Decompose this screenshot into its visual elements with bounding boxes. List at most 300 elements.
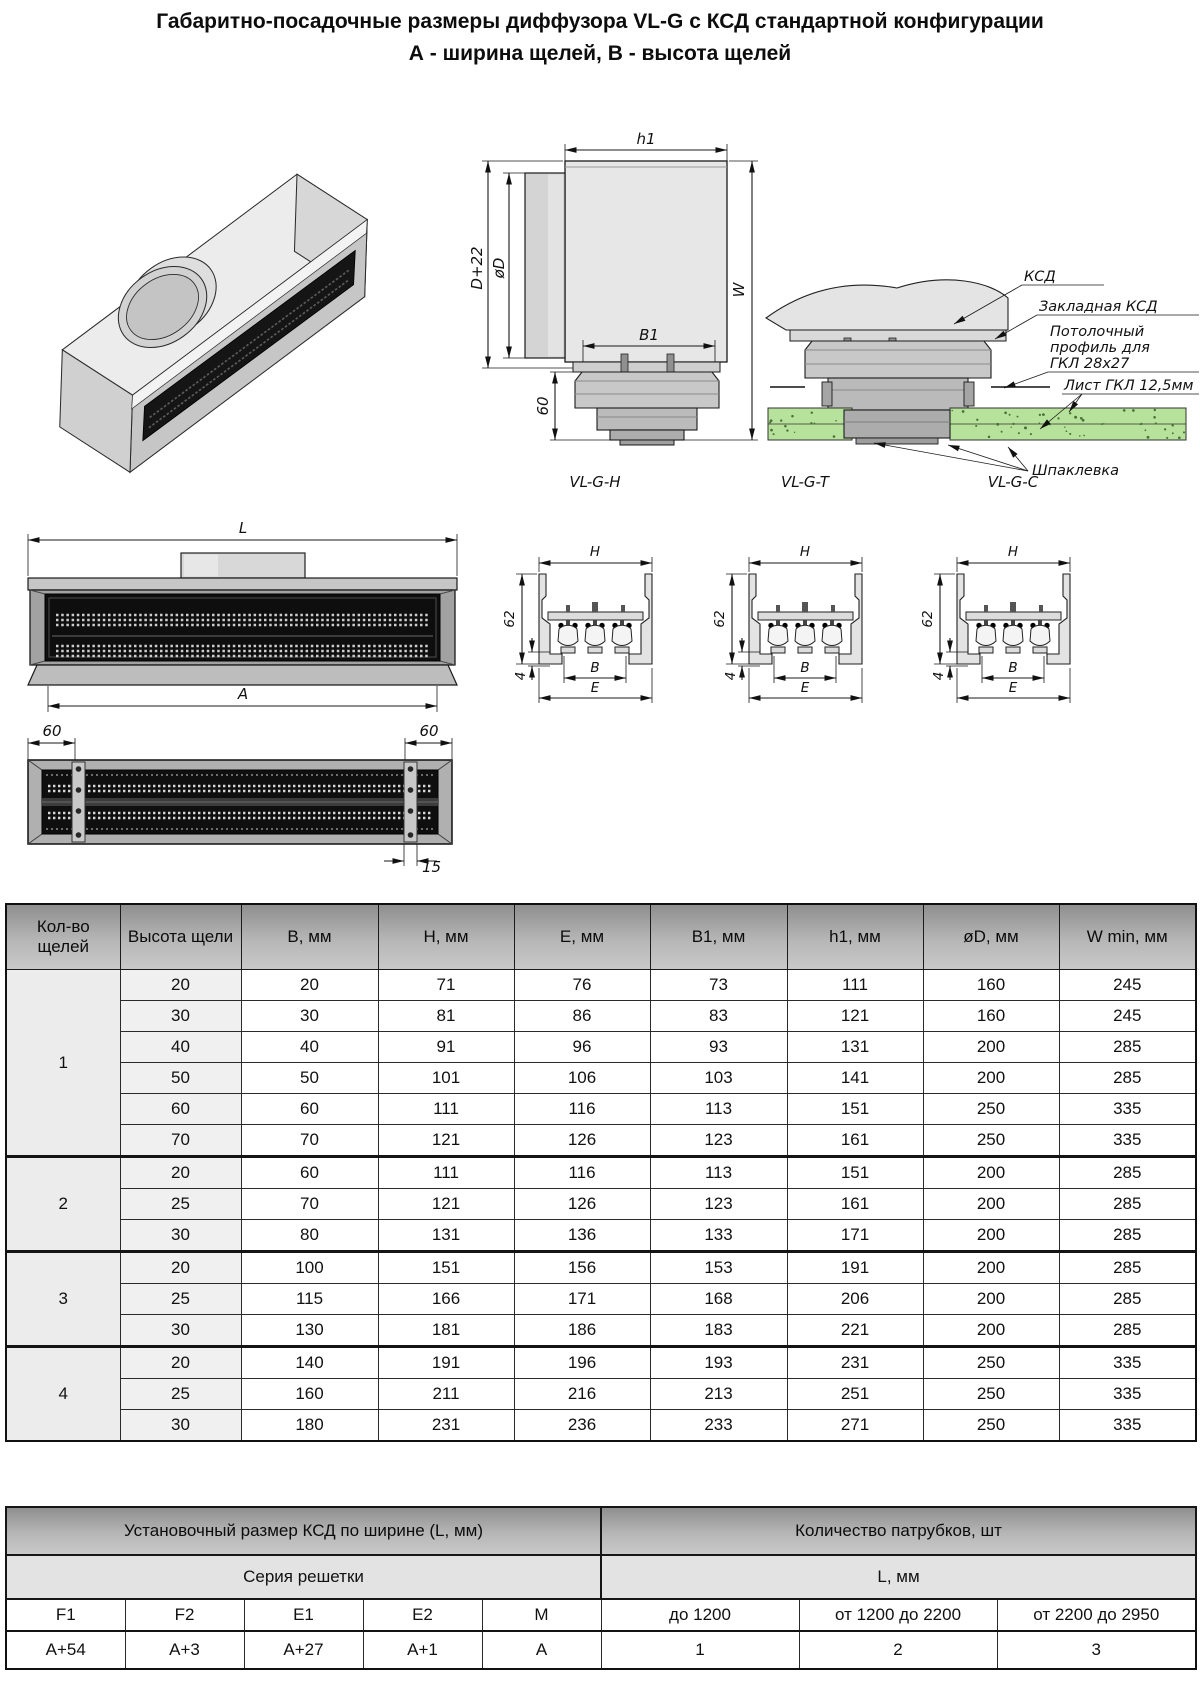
slot-height-cell: 25 [120,1284,241,1315]
speckle-dot [1140,423,1142,425]
slot-height-cell: 25 [120,1379,241,1410]
diffuser-assembly [770,338,1050,410]
column-header: B, мм [241,904,378,970]
speckle-dot [1066,430,1068,432]
slot-height-cell: 30 [120,1001,241,1032]
svg-text:H: H [799,544,811,560]
mounting-bracket-left [72,762,85,842]
dimension-60-left [28,722,75,760]
dim-label-d22: D+22 [468,246,486,290]
series-value-cell: A+54 [6,1631,125,1669]
speckle-dot [1042,413,1045,416]
speckle-dot [811,412,813,414]
table-row [6,970,1196,1001]
section-title: VL-G-C [987,473,1039,491]
value-cell: 121 [378,1125,514,1157]
slot-height-cell: 20 [120,1347,241,1379]
dim-label-60-right: 60 [419,722,439,740]
value-cell: 126 [514,1125,650,1157]
speckle-dot [814,423,816,425]
speckle-dot [1057,417,1059,419]
slot-height-cell: 30 [120,1315,241,1347]
column-header: W min, мм [1059,904,1196,970]
value-cell: 153 [650,1252,787,1284]
svg-text:E: E [800,680,810,696]
svg-text:B: B [800,660,810,676]
dim-label-60: 60 [534,396,552,416]
svg-text:H: H [1007,544,1019,560]
dimensions-table [5,903,1197,1442]
speckle-dot [780,419,782,421]
value-cell: 123 [650,1125,787,1157]
value-cell: 196 [514,1347,650,1379]
value-cell: 166 [378,1284,514,1315]
speckle-dot [1079,435,1081,437]
section-vlgh [502,473,652,703]
table-row [6,1555,1196,1599]
value-cell: 113 [650,1094,787,1125]
value-cell: 193 [650,1347,787,1379]
table-row [6,1063,1196,1094]
column-header: E, мм [514,904,650,970]
speckle-dot [1123,409,1126,412]
value-cell: 86 [514,1001,650,1032]
speckle-dot [1103,423,1105,425]
dimension-B [564,656,626,683]
series-label-cell: F1 [6,1599,125,1631]
value-cell: 245 [1059,970,1196,1001]
value-cell: 161 [787,1125,923,1157]
value-cell: 156 [514,1252,650,1284]
value-cell: 200 [923,1157,1059,1189]
speckle-dot [1030,433,1032,435]
slot-height-cell: 25 [120,1189,241,1220]
value-cell: 285 [1059,1157,1196,1189]
speckle-dot [1001,431,1003,433]
table-row [6,1284,1196,1315]
title-line-2: А - ширина щелей, В - высота щелей [408,41,792,65]
svg-text:E: E [1008,680,1018,696]
table-row [6,1125,1196,1157]
value-cell: 131 [787,1032,923,1063]
speckle-dot [791,415,794,418]
diffuser-lower [844,410,950,444]
slot-count-cell: 1 [6,970,120,1157]
speckle-dot [1069,433,1071,435]
value-cell: 73 [650,970,787,1001]
dim-label-h1: h1 [636,130,656,148]
speckle-dot [975,425,977,427]
dimension-H [749,544,862,572]
value-cell: 60 [241,1157,378,1189]
slot-count-cell: 3 [6,1252,120,1347]
value-cell: 200 [923,1284,1059,1315]
slot-height-cell: 40 [120,1032,241,1063]
slot-vanes [976,620,1050,653]
value-cell: 136 [514,1220,650,1252]
slot-height-cell: 20 [120,1252,241,1284]
isometric-view [40,86,387,480]
speckle-dot [786,429,788,431]
svg-text:62: 62 [502,610,518,628]
section-vlgc [920,473,1070,703]
slot-height-cell: 60 [120,1094,241,1125]
value-cell: 40 [241,1032,378,1063]
table-row [6,1507,1196,1555]
speckle-dot [1069,412,1071,414]
value-cell: 231 [378,1410,514,1442]
svg-text:4: 4 [513,671,529,681]
column-header: Кол-во щелей [6,904,120,970]
slot-count-cell: 2 [6,1157,120,1252]
speckle-dot [1145,429,1147,431]
value-cell: 171 [787,1220,923,1252]
value-cell: 335 [1059,1125,1196,1157]
value-cell: 81 [378,1001,514,1032]
series-value-cell: A [482,1631,601,1669]
value-cell: 186 [514,1315,650,1347]
speckle-dot [1132,409,1135,412]
label-profil-3: ГКЛ 28х27 [1050,356,1130,372]
value-cell: 285 [1059,1315,1196,1347]
speckle-dot [1039,422,1041,424]
value-cell: 121 [378,1189,514,1220]
slot-vanes [768,620,842,653]
value-cell: 285 [1059,1252,1196,1284]
speckle-dot [988,436,991,439]
column-header: B1, мм [650,904,787,970]
value-cell: 161 [787,1189,923,1220]
front-view [18,480,466,715]
series-label-cell: E2 [363,1599,482,1631]
column-header: Высота щели [120,904,241,970]
value-cell: 30 [241,1001,378,1032]
value-cell: 236 [514,1410,650,1442]
speckle-dot [1172,432,1174,434]
svg-text:B: B [1008,660,1018,676]
value-cell: 151 [787,1157,923,1189]
column-header: h1, мм [787,904,923,970]
column-header: øD, мм [923,904,1059,970]
slot-height-cell: 30 [120,1220,241,1252]
svg-text:4: 4 [931,671,947,681]
speckle-dot [1083,435,1085,437]
dim-label-A: A [237,685,249,703]
dimension-phi-d [490,173,525,358]
value-cell: 70 [241,1189,378,1220]
dim-label-15: 15 [422,858,442,876]
value-cell: 50 [241,1063,378,1094]
table-row [6,1252,1196,1284]
speckle-dot [1153,416,1156,419]
dim-label-b1: B1 [639,326,659,344]
table-row [6,1032,1196,1063]
speckle-dot [1074,416,1077,419]
value-cell: 245 [1059,1001,1196,1032]
table-row [6,1347,1196,1379]
table-row [6,1001,1196,1032]
value-cell: 335 [1059,1347,1196,1379]
value-cell: 96 [514,1032,650,1063]
svg-text:62: 62 [712,610,728,628]
install-size-header: Установочный размер КСД по ширине (L, мм) [6,1507,601,1555]
value-cell: 76 [514,970,650,1001]
value-cell: 200 [923,1063,1059,1094]
value-cell: 213 [650,1379,787,1410]
section-views [478,466,1195,713]
table-row [6,1599,1196,1631]
speckle-dot [1166,437,1168,439]
length-range-cell: от 2200 до 2950 [997,1599,1196,1631]
dim-label-L: L [238,519,248,537]
value-cell: 151 [378,1252,514,1284]
slot-count-cell: 4 [6,1347,120,1442]
value-cell: 200 [923,1032,1059,1063]
value-cell: 93 [650,1032,787,1063]
value-cell: 116 [514,1157,650,1189]
speckle-dot [1164,428,1166,430]
value-cell: 103 [650,1063,787,1094]
slot-height-cell: 20 [120,1157,241,1189]
value-cell: 183 [650,1315,787,1347]
value-cell: 116 [514,1094,650,1125]
speckle-dot [773,433,775,435]
value-cell: 70 [241,1125,378,1157]
page-title [0,6,1200,69]
value-cell: 250 [923,1347,1059,1379]
value-cell: 111 [378,1157,514,1189]
speckle-dot [784,425,787,428]
value-cell: 133 [650,1220,787,1252]
diffuser-3d-body [60,174,367,472]
dimension-H [539,544,652,572]
speckle-dot [1064,426,1065,427]
speckle-dot [1024,426,1027,429]
series-label-cell: M [482,1599,601,1631]
value-cell: 335 [1059,1379,1196,1410]
value-cell: 200 [923,1252,1059,1284]
speckle-dot [1183,431,1185,433]
value-cell: 91 [378,1032,514,1063]
value-cell: 111 [378,1094,514,1125]
slot-height-cell: 50 [120,1063,241,1094]
svg-text:H: H [589,544,601,560]
speckle-dot [1004,411,1007,414]
dimension-15 [384,844,441,876]
speckle-dot [962,410,965,413]
dimension-A [48,685,437,712]
value-cell: 130 [241,1315,378,1347]
branch-count-header: Количество патрубков, шт [601,1507,1196,1555]
value-cell: 285 [1059,1032,1196,1063]
label-ksd: КСД [1024,269,1056,285]
value-cell: 121 [787,1001,923,1032]
value-cell: 83 [650,1001,787,1032]
value-cell: 250 [923,1125,1059,1157]
value-cell: 100 [241,1252,378,1284]
table-row [6,1189,1196,1220]
value-cell: 131 [378,1220,514,1252]
value-cell: 20 [241,970,378,1001]
value-cell: 271 [787,1410,923,1442]
value-cell: 160 [923,970,1059,1001]
speckle-dot [1147,436,1150,439]
value-cell: 80 [241,1220,378,1252]
value-cell: 250 [923,1410,1059,1442]
slot-height-cell: 30 [120,1410,241,1442]
value-cell: 250 [923,1379,1059,1410]
value-cell: 335 [1059,1410,1196,1442]
value-cell: 200 [923,1189,1059,1220]
label-shpaklevka: Шпаклевка [1032,463,1120,479]
speckle-dot [833,435,836,438]
value-cell: 251 [787,1379,923,1410]
table-header [6,904,1196,970]
value-cell: 285 [1059,1063,1196,1094]
installation-detail [752,232,1200,504]
value-cell: 221 [787,1315,923,1347]
table-row [6,1410,1196,1442]
dim-label-phi-d: øD [490,257,508,279]
side-view [438,118,768,458]
column-header: H, мм [378,904,514,970]
svg-text:B: B [590,660,600,676]
series-subheader: Серия решетки [6,1555,601,1599]
table-row [6,1631,1196,1669]
table-row [6,1379,1196,1410]
speckle-dot [976,419,978,421]
speckle-dot [951,410,952,411]
speckle-dot [1154,409,1156,411]
speckle-dot [1080,417,1083,420]
value-cell: 71 [378,970,514,1001]
table-row [6,1315,1196,1347]
table-row [6,1157,1196,1189]
bottom-body [28,760,452,844]
dim-label-60-left: 60 [42,722,62,740]
value-cell: 168 [650,1284,787,1315]
ksd-box [766,280,1008,341]
front-body [28,553,457,685]
value-cell: 216 [514,1379,650,1410]
value-cell: 160 [923,1001,1059,1032]
label-profil-2: профиль для [1050,340,1150,356]
label-profil-1: Потолочный [1050,324,1145,340]
speckle-dot [1012,423,1014,425]
branch-count-cell: 2 [799,1631,997,1669]
length-range-cell: от 1200 до 2200 [799,1599,997,1631]
value-cell: 181 [378,1315,514,1347]
value-cell: 151 [787,1094,923,1125]
value-cell: 171 [514,1284,650,1315]
svg-text:4: 4 [723,671,739,681]
value-cell: 233 [650,1410,787,1442]
speckle-dot [1009,414,1011,416]
value-cell: 141 [787,1063,923,1094]
series-label-cell: E1 [244,1599,363,1631]
value-cell: 285 [1059,1189,1196,1220]
dimension-B [982,656,1044,683]
title-line-1: Габаритно-посадочные размеры диффузора VL-G с КСД стандартной конфигурации [156,10,1044,33]
series-value-cell: A+3 [125,1631,244,1669]
series-value-cell: A+1 [363,1631,482,1669]
value-cell: 140 [241,1347,378,1379]
dimension-h1 [565,130,727,161]
speckle-dot [1178,436,1181,439]
speckle-dot [1101,423,1103,425]
slot-vanes [558,620,632,653]
speckle-dot [1017,416,1019,418]
speckle-dot [1039,414,1041,416]
value-cell: 123 [650,1189,787,1220]
branch-count-cell: 3 [997,1631,1196,1669]
bottom-view [18,714,466,884]
dim-label-w: W [730,282,748,298]
label-list-gkl: Лист ГКЛ 12,5мм [1064,378,1194,394]
value-cell: 113 [650,1157,787,1189]
value-cell: 106 [514,1063,650,1094]
svg-text:62: 62 [920,610,936,628]
series-value-cell: A+27 [244,1631,363,1669]
speckle-dot [1171,424,1173,426]
install-size-table [5,1506,1197,1670]
speckle-dot [1049,423,1051,425]
svg-text:E: E [590,680,600,696]
dimension-60-right [405,722,452,760]
value-cell: 200 [923,1315,1059,1347]
series-label-cell: F2 [125,1599,244,1631]
value-cell: 200 [923,1220,1059,1252]
section-vlgt [712,473,862,703]
value-cell: 231 [787,1347,923,1379]
value-cell: 285 [1059,1284,1196,1315]
dimension-B [774,656,836,683]
gypsum-panels [768,408,1186,440]
branch-count-cell: 1 [601,1631,799,1669]
value-cell: 115 [241,1284,378,1315]
value-cell: 101 [378,1063,514,1094]
value-cell: 191 [787,1252,923,1284]
table-row [6,1094,1196,1125]
speckle-dot [770,429,773,432]
speckle-dot [1010,426,1011,427]
value-cell: 111 [787,970,923,1001]
speckle-dot [810,422,812,424]
speckle-dot [770,419,773,422]
value-cell: 285 [1059,1220,1196,1252]
value-cell: 126 [514,1189,650,1220]
value-cell: 160 [241,1379,378,1410]
value-cell: 250 [923,1094,1059,1125]
speckle-dot [1155,422,1157,424]
dimension-H [957,544,1070,572]
value-cell: 335 [1059,1094,1196,1125]
value-cell: 180 [241,1410,378,1442]
length-range-cell: до 1200 [601,1599,799,1631]
speckle-dot [794,432,795,433]
value-cell: 211 [378,1379,514,1410]
section-title: VL-G-T [781,473,829,491]
speckle-dot [1018,432,1020,434]
slot-height-cell: 70 [120,1125,241,1157]
value-cell: 191 [378,1347,514,1379]
value-cell: 60 [241,1094,378,1125]
slot-height-cell: 20 [120,970,241,1001]
speckle-dot [996,423,999,426]
label-zakladnaya: Закладная КСД [1039,299,1158,315]
mounting-bracket-right [404,762,417,842]
length-subheader: L, мм [601,1555,1196,1599]
